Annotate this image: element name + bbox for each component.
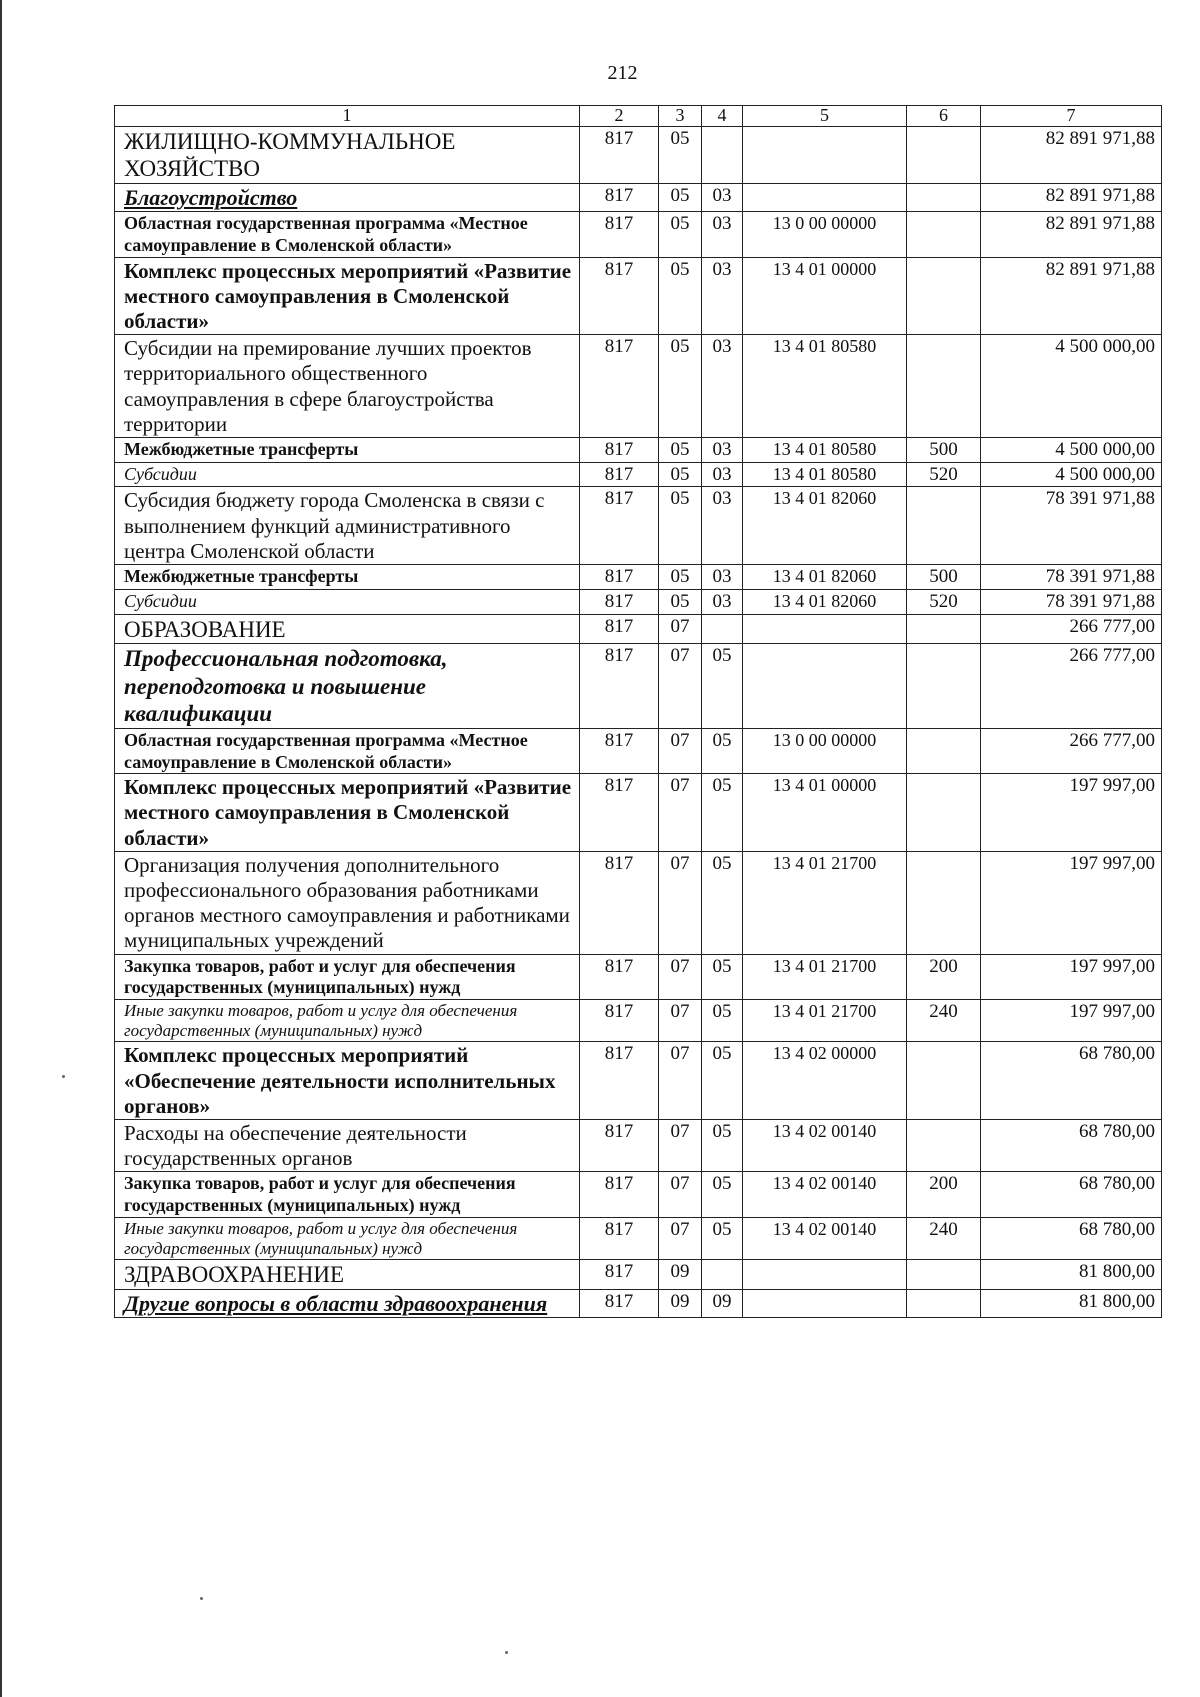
expense-type-cell: 240 — [907, 1217, 981, 1260]
target-article-cell — [743, 614, 907, 644]
item-name-cell: Комплекс процессных мероприятий «Развитие местного самоуправления в Смоленской области» — [115, 257, 580, 335]
table-row — [115, 183, 1162, 211]
budget-table — [114, 105, 1162, 1318]
column-header: 3 — [659, 106, 702, 127]
table-row — [115, 729, 1162, 774]
subsection-code-cell: 03 — [702, 183, 743, 211]
table-row — [115, 1260, 1162, 1290]
subsection-code-cell: 05 — [702, 1042, 743, 1120]
table-row — [115, 644, 1162, 729]
column-number-row — [115, 106, 1162, 127]
amount-cell: 266 777,00 — [981, 729, 1162, 774]
amount-cell: 78 391 971,88 — [981, 589, 1162, 614]
subsection-code-cell: 03 — [702, 335, 743, 438]
target-article-cell: 13 4 01 21700 — [743, 954, 907, 999]
section-code-cell: 05 — [659, 487, 702, 565]
subsection-code-cell: 03 — [702, 589, 743, 614]
subsection-code-cell: 05 — [702, 1217, 743, 1260]
column-header: 2 — [580, 106, 659, 127]
amount-cell: 4 500 000,00 — [981, 335, 1162, 438]
target-article-cell: 13 4 01 21700 — [743, 851, 907, 954]
expense-type-cell — [907, 1120, 981, 1172]
section-code-cell: 05 — [659, 437, 702, 462]
subsection-code-cell: 05 — [702, 774, 743, 852]
item-name-cell: Субсидия бюджету города Смоленска в связи с выполнением функций административного центра Смоленской области — [115, 487, 580, 565]
grbs-code-cell: 817 — [580, 644, 659, 729]
amount-cell: 68 780,00 — [981, 1217, 1162, 1260]
subsection-code-cell — [702, 126, 743, 183]
table-row — [115, 257, 1162, 335]
column-header: 7 — [981, 106, 1162, 127]
subsection-code-cell: 03 — [702, 462, 743, 487]
target-article-cell — [743, 1260, 907, 1290]
grbs-code-cell: 817 — [580, 335, 659, 438]
expense-type-cell — [907, 644, 981, 729]
amount-cell: 78 391 971,88 — [981, 487, 1162, 565]
grbs-code-cell: 817 — [580, 437, 659, 462]
grbs-code-cell: 817 — [580, 1289, 659, 1317]
target-article-cell — [743, 183, 907, 211]
item-name-cell: Иные закупки товаров, работ и услуг для обеспечения государственных (муниципальных) нужд — [115, 1217, 580, 1260]
table-row — [115, 954, 1162, 999]
amount-cell: 197 997,00 — [981, 851, 1162, 954]
expense-type-cell — [907, 212, 981, 257]
column-header: 6 — [907, 106, 981, 127]
expense-type-cell — [907, 851, 981, 954]
item-name-cell: Комплекс процессных мероприятий «Обеспечение деятельности исполнительных органов» — [115, 1042, 580, 1120]
item-name-cell: Закупка товаров, работ и услуг для обеспечения государственных (муниципальных) нужд — [115, 1172, 580, 1217]
section-code-cell: 05 — [659, 589, 702, 614]
section-code-cell: 07 — [659, 1217, 702, 1260]
expense-type-cell: 240 — [907, 999, 981, 1042]
amount-cell: 68 780,00 — [981, 1172, 1162, 1217]
amount-cell: 68 780,00 — [981, 1120, 1162, 1172]
grbs-code-cell: 817 — [580, 999, 659, 1042]
grbs-code-cell: 817 — [580, 1217, 659, 1260]
expense-type-cell — [907, 183, 981, 211]
table-row — [115, 565, 1162, 590]
grbs-code-cell: 817 — [580, 729, 659, 774]
expense-type-cell — [907, 1260, 981, 1290]
target-article-cell: 13 4 01 82060 — [743, 487, 907, 565]
section-code-cell: 07 — [659, 774, 702, 852]
item-name-cell: Благоустройство — [115, 183, 580, 211]
item-name-cell: Областная государственная программа «Местное самоуправление в Смоленской области» — [115, 729, 580, 774]
table-row — [115, 1172, 1162, 1217]
expense-type-cell: 200 — [907, 954, 981, 999]
amount-cell: 82 891 971,88 — [981, 126, 1162, 183]
amount-cell: 81 800,00 — [981, 1289, 1162, 1317]
subsection-code-cell: 03 — [702, 212, 743, 257]
grbs-code-cell: 817 — [580, 183, 659, 211]
expense-type-cell — [907, 1289, 981, 1317]
section-code-cell: 05 — [659, 462, 702, 487]
table-row — [115, 999, 1162, 1042]
section-code-cell: 07 — [659, 614, 702, 644]
expense-type-cell — [907, 774, 981, 852]
item-name-cell: Иные закупки товаров, работ и услуг для обеспечения государственных (муниципальных) нужд — [115, 999, 580, 1042]
amount-cell: 197 997,00 — [981, 774, 1162, 852]
grbs-code-cell: 817 — [580, 126, 659, 183]
expense-type-cell: 200 — [907, 1172, 981, 1217]
section-code-cell: 07 — [659, 851, 702, 954]
table-row — [115, 1120, 1162, 1172]
target-article-cell: 13 4 01 21700 — [743, 999, 907, 1042]
grbs-code-cell: 817 — [580, 954, 659, 999]
subsection-code-cell: 05 — [702, 1120, 743, 1172]
table-row — [115, 589, 1162, 614]
section-code-cell: 07 — [659, 999, 702, 1042]
column-header: 1 — [115, 106, 580, 127]
target-article-cell: 13 4 01 00000 — [743, 257, 907, 335]
table-row — [115, 1289, 1162, 1317]
item-name-cell: Комплекс процессных мероприятий «Развитие местного самоуправления в Смоленской области» — [115, 774, 580, 852]
item-name-cell: ЖИЛИЩНО-КОММУНАЛЬНОЕ ХОЗЯЙСТВО — [115, 126, 580, 183]
subsection-code-cell: 05 — [702, 1172, 743, 1217]
section-code-cell: 07 — [659, 644, 702, 729]
grbs-code-cell: 817 — [580, 1260, 659, 1290]
section-code-cell: 09 — [659, 1260, 702, 1290]
amount-cell: 266 777,00 — [981, 614, 1162, 644]
expense-type-cell: 520 — [907, 462, 981, 487]
table-row — [115, 774, 1162, 852]
expense-type-cell — [907, 1042, 981, 1120]
amount-cell: 82 891 971,88 — [981, 257, 1162, 335]
subsection-code-cell: 03 — [702, 437, 743, 462]
subsection-code-cell — [702, 614, 743, 644]
target-article-cell: 13 0 00 00000 — [743, 729, 907, 774]
item-name-cell: Областная государственная программа «Местное самоуправление в Смоленской области» — [115, 212, 580, 257]
scan-speck — [62, 1075, 65, 1078]
amount-cell: 82 891 971,88 — [981, 212, 1162, 257]
target-article-cell: 13 4 02 00140 — [743, 1217, 907, 1260]
target-article-cell: 13 4 02 00000 — [743, 1042, 907, 1120]
item-name-cell: Расходы на обеспечение деятельности государственных органов — [115, 1120, 580, 1172]
column-header: 4 — [702, 106, 743, 127]
amount-cell: 68 780,00 — [981, 1042, 1162, 1120]
table-row — [115, 1042, 1162, 1120]
section-code-cell: 05 — [659, 257, 702, 335]
target-article-cell: 13 4 01 82060 — [743, 589, 907, 614]
item-name-cell: Межбюджетные трансферты — [115, 565, 580, 590]
section-code-cell: 05 — [659, 212, 702, 257]
subsection-code-cell — [702, 1260, 743, 1290]
item-name-cell: Другие вопросы в области здравоохранения — [115, 1289, 580, 1317]
target-article-cell: 13 4 01 00000 — [743, 774, 907, 852]
grbs-code-cell: 817 — [580, 774, 659, 852]
item-name-cell: Субсидии — [115, 589, 580, 614]
item-name-cell: Субсидии — [115, 462, 580, 487]
grbs-code-cell: 817 — [580, 462, 659, 487]
expense-type-cell: 500 — [907, 437, 981, 462]
section-code-cell: 05 — [659, 335, 702, 438]
table-row — [115, 487, 1162, 565]
grbs-code-cell: 817 — [580, 614, 659, 644]
grbs-code-cell: 817 — [580, 487, 659, 565]
subsection-code-cell: 05 — [702, 999, 743, 1042]
section-code-cell: 05 — [659, 565, 702, 590]
target-article-cell: 13 4 02 00140 — [743, 1172, 907, 1217]
table-row — [115, 126, 1162, 183]
target-article-cell: 13 0 00 00000 — [743, 212, 907, 257]
amount-cell: 78 391 971,88 — [981, 565, 1162, 590]
subsection-code-cell: 03 — [702, 257, 743, 335]
amount-cell: 82 891 971,88 — [981, 183, 1162, 211]
expense-type-cell: 500 — [907, 565, 981, 590]
grbs-code-cell: 817 — [580, 257, 659, 335]
target-article-cell: 13 4 02 00140 — [743, 1120, 907, 1172]
subsection-code-cell: 05 — [702, 954, 743, 999]
table-row — [115, 1217, 1162, 1260]
expense-type-cell — [907, 257, 981, 335]
expense-type-cell — [907, 729, 981, 774]
section-code-cell: 07 — [659, 1172, 702, 1217]
amount-cell: 197 997,00 — [981, 954, 1162, 999]
scan-speck — [200, 1597, 203, 1600]
item-name-cell: Субсидии на премирование лучших проектов территориального общественного самоуправления в сфере благоустройства территории — [115, 335, 580, 438]
target-article-cell: 13 4 01 80580 — [743, 462, 907, 487]
subsection-code-cell: 09 — [702, 1289, 743, 1317]
subsection-code-cell: 03 — [702, 487, 743, 565]
section-code-cell: 09 — [659, 1289, 702, 1317]
target-article-cell: 13 4 01 82060 — [743, 565, 907, 590]
item-name-cell: Межбюджетные трансферты — [115, 437, 580, 462]
section-code-cell: 07 — [659, 1042, 702, 1120]
subsection-code-cell: 05 — [702, 644, 743, 729]
target-article-cell — [743, 644, 907, 729]
target-article-cell: 13 4 01 80580 — [743, 437, 907, 462]
grbs-code-cell: 817 — [580, 851, 659, 954]
item-name-cell: Профессиональная подготовка, переподготовка и повышение квалификации — [115, 644, 580, 729]
amount-cell: 266 777,00 — [981, 644, 1162, 729]
item-name-cell: ОБРАЗОВАНИЕ — [115, 614, 580, 644]
target-article-cell — [743, 126, 907, 183]
grbs-code-cell: 817 — [580, 1120, 659, 1172]
item-name-cell: Закупка товаров, работ и услуг для обеспечения государственных (муниципальных) нужд — [115, 954, 580, 999]
item-name-cell: ЗДРАВООХРАНЕНИЕ — [115, 1260, 580, 1290]
subsection-code-cell: 03 — [702, 565, 743, 590]
section-code-cell: 05 — [659, 183, 702, 211]
expense-type-cell: 520 — [907, 589, 981, 614]
grbs-code-cell: 817 — [580, 589, 659, 614]
column-header: 5 — [743, 106, 907, 127]
subsection-code-cell: 05 — [702, 851, 743, 954]
table-row — [115, 851, 1162, 954]
page-number: 212 — [607, 62, 638, 84]
grbs-code-cell: 817 — [580, 1172, 659, 1217]
amount-cell: 197 997,00 — [981, 999, 1162, 1042]
grbs-code-cell: 817 — [580, 1042, 659, 1120]
target-article-cell: 13 4 01 80580 — [743, 335, 907, 438]
section-code-cell: 07 — [659, 1120, 702, 1172]
table-row — [115, 462, 1162, 487]
amount-cell: 4 500 000,00 — [981, 462, 1162, 487]
grbs-code-cell: 817 — [580, 212, 659, 257]
table-row — [115, 335, 1162, 438]
amount-cell: 4 500 000,00 — [981, 437, 1162, 462]
expense-type-cell — [907, 487, 981, 565]
item-name-cell: Организация получения дополнительного профессионального образования работниками органов местного самоуправления и работниками муниципальных учреждений — [115, 851, 580, 954]
table-row — [115, 437, 1162, 462]
section-code-cell: 07 — [659, 729, 702, 774]
scan-edge-line — [0, 0, 2, 1697]
subsection-code-cell: 05 — [702, 729, 743, 774]
table-row — [115, 614, 1162, 644]
amount-cell: 81 800,00 — [981, 1260, 1162, 1290]
grbs-code-cell: 817 — [580, 565, 659, 590]
expense-type-cell — [907, 126, 981, 183]
target-article-cell — [743, 1289, 907, 1317]
expense-type-cell — [907, 614, 981, 644]
expense-type-cell — [907, 335, 981, 438]
table-row — [115, 212, 1162, 257]
scan-speck — [505, 1651, 508, 1654]
section-code-cell: 07 — [659, 954, 702, 999]
section-code-cell: 05 — [659, 126, 702, 183]
